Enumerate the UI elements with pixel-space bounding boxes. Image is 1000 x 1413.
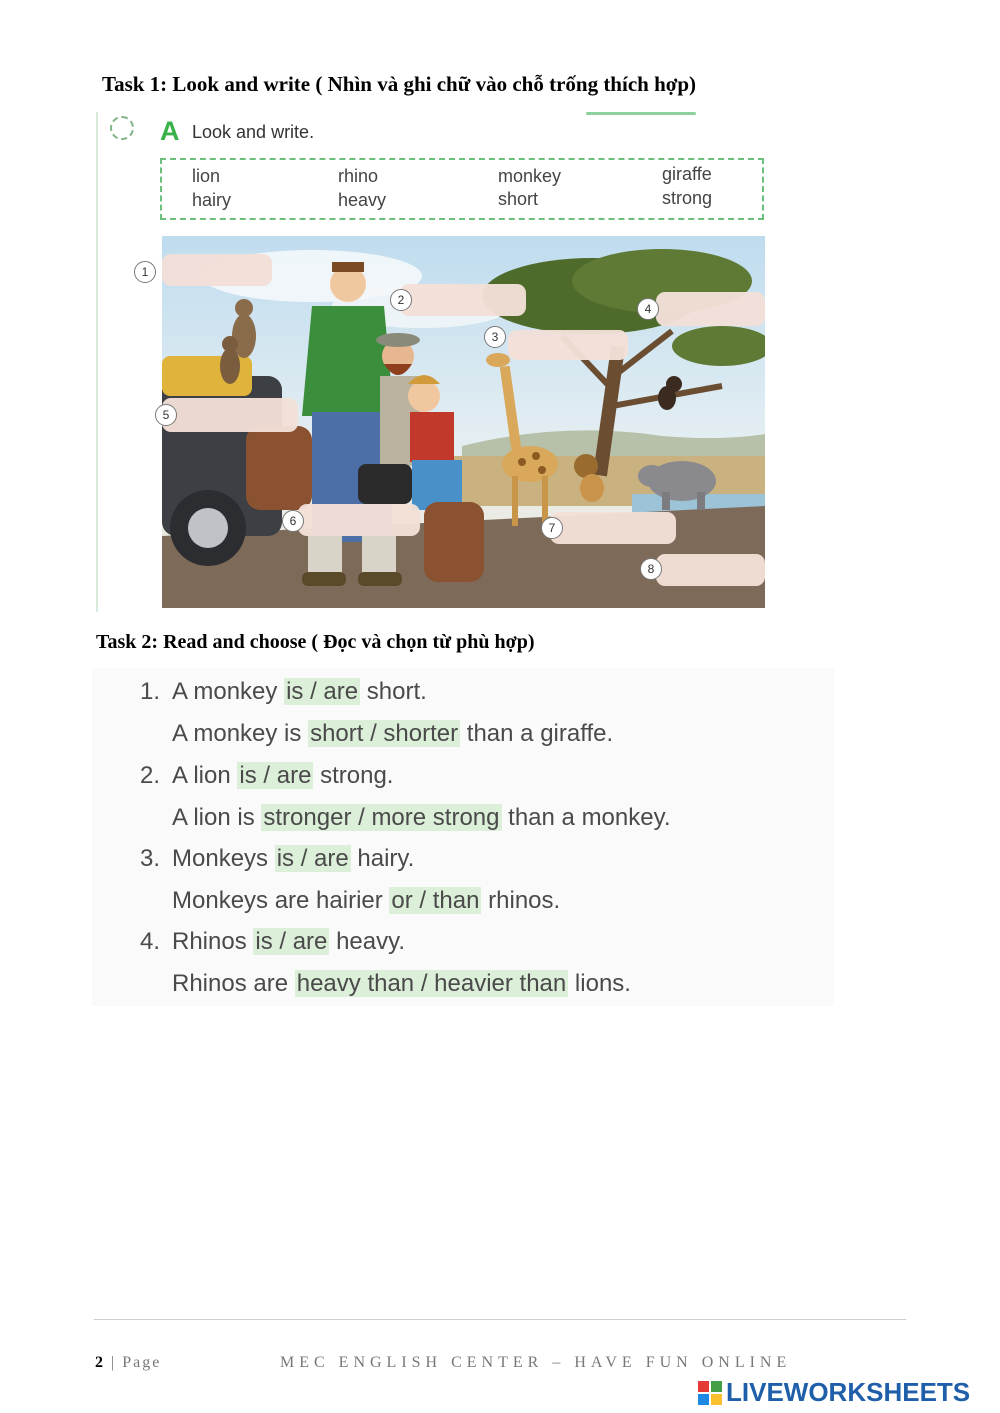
page-label: | Page <box>105 1354 162 1371</box>
word-bank-item: hairy <box>192 190 232 210</box>
question-text: rhinos. <box>481 887 561 914</box>
section-instruction: Look and write. <box>192 122 315 142</box>
answer-choice[interactable]: is / are <box>276 845 349 872</box>
callout-number: 5 <box>155 404 177 426</box>
question-number: 3. <box>140 845 161 872</box>
word-bank-item: heavy <box>338 190 387 210</box>
panel-border <box>96 112 98 612</box>
question-text: A lion <box>172 762 238 789</box>
answer-choice[interactable]: stronger / more strong <box>263 804 500 831</box>
question-text: hairy. <box>350 845 415 872</box>
safari-scene-illustration <box>162 236 765 608</box>
question-line <box>140 804 670 832</box>
question-number: 2. <box>140 762 161 789</box>
question-text: strong. <box>313 762 394 789</box>
callout-box-6[interactable] <box>298 504 420 536</box>
question-line <box>140 720 613 748</box>
section-letter: A <box>160 116 180 146</box>
word-bank <box>160 158 764 220</box>
word-bank-item: lion <box>192 166 221 186</box>
page-number <box>95 1354 161 1372</box>
footer-divider <box>94 1319 906 1320</box>
question-line <box>140 887 560 915</box>
callout-box-4[interactable] <box>656 292 765 326</box>
word-bank-item: strong <box>662 188 713 208</box>
dashed-circle-icon <box>110 116 134 140</box>
question-text: short. <box>360 678 427 705</box>
question-text: A lion is <box>172 804 262 831</box>
callout-number: 7 <box>541 517 563 539</box>
callout-number: 4 <box>637 298 659 320</box>
word-bank-item: rhino <box>338 166 379 186</box>
word-bank-item: short <box>498 189 539 209</box>
answer-choice[interactable]: is / are <box>286 678 359 705</box>
task2-exercise-panel <box>92 668 834 1006</box>
question-text: lions. <box>568 970 631 997</box>
task2-title: Task 2: Read and choose ( Đọc và chọn từ phù hợp) <box>96 631 535 653</box>
callout-box-2[interactable] <box>400 284 526 316</box>
question-text: Monkeys are hairier <box>172 887 390 914</box>
callout-box-7[interactable] <box>550 512 676 544</box>
question-text: A monkey is <box>172 720 309 747</box>
callout-box-8[interactable] <box>656 554 765 586</box>
footer-center-text: MEC ENGLISH CENTER – HAVE FUN ONLINE <box>280 1354 792 1371</box>
question-text: than a giraffe. <box>460 720 614 747</box>
question-number: 1. <box>140 678 161 705</box>
question-line <box>140 970 631 998</box>
question-text: heavy. <box>329 928 406 955</box>
answer-choice[interactable]: is / are <box>239 762 312 789</box>
callout-number: 6 <box>282 510 304 532</box>
word-bank-item: monkey <box>498 166 562 186</box>
question-line <box>140 845 414 873</box>
word-bank-item: giraffe <box>662 164 712 184</box>
question-text: Rhinos are <box>172 970 295 997</box>
question-text: Monkeys <box>172 845 275 872</box>
task1-title: Task 1: Look and write ( Nhìn và ghi chữ vào chỗ trống thích hợp) <box>102 72 697 96</box>
answer-choice[interactable]: or / than <box>391 887 480 914</box>
answer-choice[interactable]: short / shorter <box>310 720 459 747</box>
question-text: Rhinos <box>172 928 254 955</box>
question-text: than a monkey. <box>501 804 671 831</box>
panel-top-accent <box>586 112 696 115</box>
page-number-value: 2 <box>95 1354 105 1371</box>
answer-choice[interactable]: is / are <box>255 928 328 955</box>
callout-number: 2 <box>390 289 412 311</box>
liveworksheets-brand[interactable]: LIVEWORKSHEETS <box>726 1377 971 1407</box>
callout-box-5[interactable] <box>162 398 298 432</box>
callout-number: 1 <box>134 261 156 283</box>
answer-choice[interactable]: heavy than / heavier than <box>296 970 567 997</box>
question-line <box>140 928 405 956</box>
callout-number: 3 <box>484 326 506 348</box>
callout-box-3[interactable] <box>508 330 628 360</box>
question-line <box>140 762 393 790</box>
callout-box-1[interactable] <box>162 254 272 286</box>
task1-exercise-panel <box>96 112 794 612</box>
question-number: 4. <box>140 928 161 955</box>
question-text: A monkey <box>172 678 285 705</box>
question-line <box>140 678 427 706</box>
callout-number: 8 <box>640 558 662 580</box>
liveworksheets-logo-icon <box>698 1381 722 1405</box>
